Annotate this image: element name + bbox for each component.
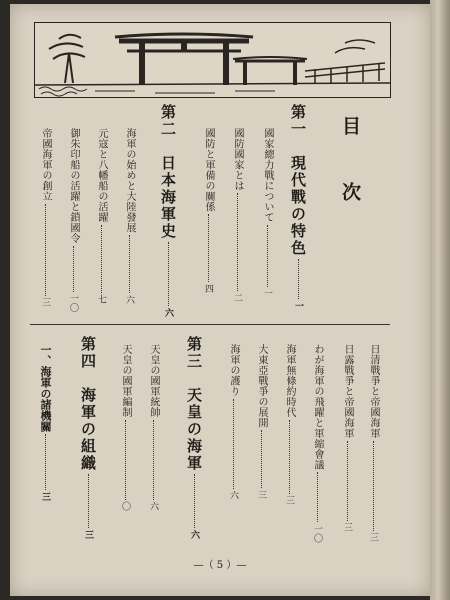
toc-entry[interactable]: 國防と軍備の關係四: [203, 128, 214, 294]
toc-entry[interactable]: 國家總力戰について一: [262, 128, 273, 298]
toc-section-entry[interactable]: 一、海軍の諸機關三: [39, 344, 52, 501]
dot-leader: [88, 474, 89, 528]
toc-entry[interactable]: 御朱印船の活躍と鎖國令一〇: [68, 128, 79, 313]
toc-entry[interactable]: 日清戰爭と帝國海軍三: [368, 344, 379, 542]
toc-entry[interactable]: 日露戰爭と帝國海軍三: [342, 344, 353, 532]
toc-entry[interactable]: 國防國家とは二: [232, 128, 243, 303]
chapter-3-heading[interactable]: [186, 336, 201, 541]
dot-leader: [261, 430, 262, 488]
adjacent-page-edge: [430, 0, 450, 600]
toc-entry[interactable]: 海軍の護り六: [228, 344, 239, 500]
dot-leader: [233, 399, 234, 489]
toc-entry[interactable]: 海軍無條約時代三: [284, 344, 295, 505]
toc-entry[interactable]: 天皇の國軍編制〇: [120, 344, 131, 511]
header-illustration: [34, 22, 391, 98]
toc-entry[interactable]: 帝國海軍の創立三: [40, 128, 51, 307]
dot-leader: [194, 474, 195, 528]
dot-leader: [45, 204, 46, 296]
dot-leader: [347, 441, 348, 521]
chapter-4-page: 三: [83, 530, 93, 541]
chapter-4-title: 第四 海軍の組織: [79, 336, 97, 472]
chapter-1-page: 一: [293, 301, 303, 312]
dot-leader: [129, 235, 130, 293]
chapter-2-heading[interactable]: [160, 104, 175, 319]
dot-leader: [237, 193, 238, 291]
dot-leader: [73, 246, 74, 292]
toc-entry[interactable]: 海軍の始めと大陸發展六: [124, 128, 135, 305]
toc-entry[interactable]: 元寇と八幡船の活躍七: [96, 128, 107, 304]
dot-leader: [289, 420, 290, 494]
dot-leader: [153, 420, 154, 500]
toc-entry[interactable]: 大東亞戰爭の展開三: [256, 344, 267, 500]
dot-leader: [125, 420, 126, 500]
toc-entry[interactable]: 天皇の國軍統帥六: [148, 344, 159, 511]
chapter-3-title: 第三 天皇の海軍: [185, 336, 203, 472]
toc-title: 目 次: [339, 116, 361, 215]
page-number: —（ 5 ）—: [193, 560, 247, 571]
chapter-2-page: 六: [163, 308, 173, 319]
chapter-3-page: 六: [189, 530, 199, 541]
dot-leader: [267, 225, 268, 287]
toc-entry[interactable]: わが海軍の飛躍と軍縮會議一〇: [312, 344, 323, 543]
torii-landscape-illustration: [35, 23, 390, 97]
section-divider: [30, 324, 390, 325]
dot-leader: [208, 214, 209, 282]
chapter-1-heading[interactable]: [290, 104, 305, 312]
dot-leader: [168, 242, 169, 306]
dot-leader: [317, 472, 318, 522]
dot-leader: [373, 441, 374, 531]
chapter-1-title: 第一 現代戰の特色: [289, 104, 307, 257]
dot-leader: [45, 434, 46, 490]
dot-leader: [298, 259, 299, 299]
chapter-2-title: 第二 日本海軍史: [159, 104, 177, 240]
chapter-4-heading[interactable]: [80, 336, 95, 541]
dot-leader: [101, 225, 102, 293]
